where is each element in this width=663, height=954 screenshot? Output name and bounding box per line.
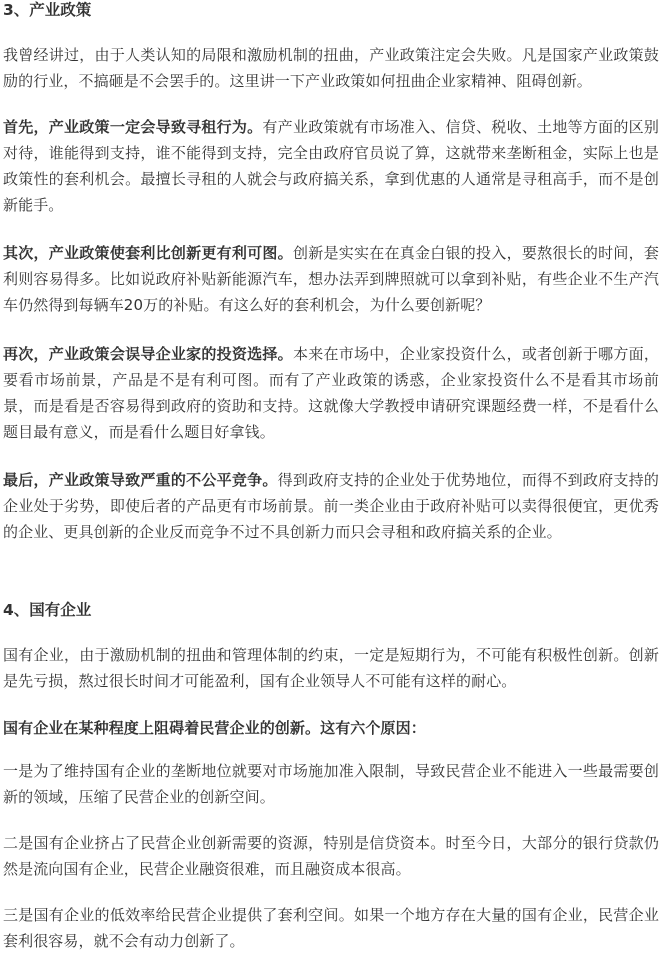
section-heading-industrial-policy: 3、产业政策 [3, 1, 92, 19]
paragraph-last-point [3, 467, 659, 545]
paragraph-third-point-lead: 再次，产业政策会误导企业家的投资选择。 [3, 345, 293, 363]
paragraph-third-point [3, 341, 659, 445]
section-heading-state-enterprises: 4、国有企业 [3, 601, 92, 619]
paragraph-second-point [3, 240, 659, 318]
paragraph-soe-intro: 国有企业，由于激励机制的扭曲和管理体制的约束，一定是短期行为，不可能有积极性创新。创新是先亏损，熬过很长时间才可能盈利，国有企业领导人不可能有这样的耐心。 [3, 646, 659, 690]
paragraph-reason-three: 三是国有企业的低效率给民营企业提供了套利空间。如果一个地方存在大量的国有企业，民营企业套利很容易，就不会有动力创新了。 [3, 906, 659, 950]
paragraph-six-reasons-lead: 国有企业在某种程度上阻碍着民营企业的创新。这有六个原因： [3, 719, 426, 737]
paragraph-reason-one: 一是为了维持国有企业的垄断地位就要对市场施加准入限制，导致民营企业不能进入一些最需要创新的领域，压缩了民营企业的创新空间。 [3, 762, 659, 806]
paragraph-last-point-lead: 最后，产业政策导致严重的不公平竞争。 [3, 471, 278, 489]
paragraph-intro: 我曾经讲过，由于人类认知的局限和激励机制的扭曲，产业政策注定会失败。凡是国家产业政策鼓励的行业，不搞砸是不会罢手的。这里讲一下产业政策如何扭曲企业家精神、阻碍创新。 [3, 46, 659, 90]
paragraph-first-point [3, 114, 659, 218]
paragraph-last-point-text: 得到政府支持的企业处于优势地位，而得不到政府支持的企业处于劣势，即使后者的产品更有市场前景。前一类企业由于政府补贴可以卖得很便宜，更优秀的企业、更具创新的企业反而竞争不过不具创新力而只会寻租和政府搞关系的企业。 [3, 471, 659, 541]
paragraph-second-point-text: 创新是实实在在真金白银的投入，要熬很长的时间，套利则容易得多。比如说政府补贴新能源汽车，想办法弄到牌照就可以拿到补贴，有些企业不生产汽车仍然得到每辆车20万的补贴。有这么好的套利机会，为什么要创新呢？ [3, 244, 660, 314]
paragraph-third-point-text: 本来在市场中，企业家投资什么，或者创新于哪方面，要看市场前景，产品是不是有利可图。而有了产业政策的诱惑，企业家投资什么不是看其市场前景，而是看是否容易得到政府的资助和支持。这就像大学教授申请研究课题经费一样，不是看什么题目最有意义，而是看什么题目好拿钱。 [3, 345, 660, 441]
paragraph-first-point-text: 有产业政策就有市场准入、信贷、税收、土地等方面的区别对待，谁能得到支持，谁不能得到支持，完全由政府官员说了算，这就带来垄断租金，实际上也是政策性的套利机会。最擅长寻租的人就会与政府搞关系，拿到优惠的人通常是寻租高手，而不是创新能手。 [3, 118, 660, 214]
paragraph-reason-two: 二是国有企业挤占了民营企业创新需要的资源，特别是信贷资本。时至今日，大部分的银行贷款仍然是流向国有企业，民营企业融资很难，而且融资成本很高。 [3, 834, 659, 878]
paragraph-first-point-lead: 首先，产业政策一定会导致寻租行为。 [3, 118, 263, 136]
paragraph-six-reasons [3, 715, 659, 741]
paragraph-second-point-lead: 其次，产业政策使套利比创新更有利可图。 [3, 244, 293, 262]
